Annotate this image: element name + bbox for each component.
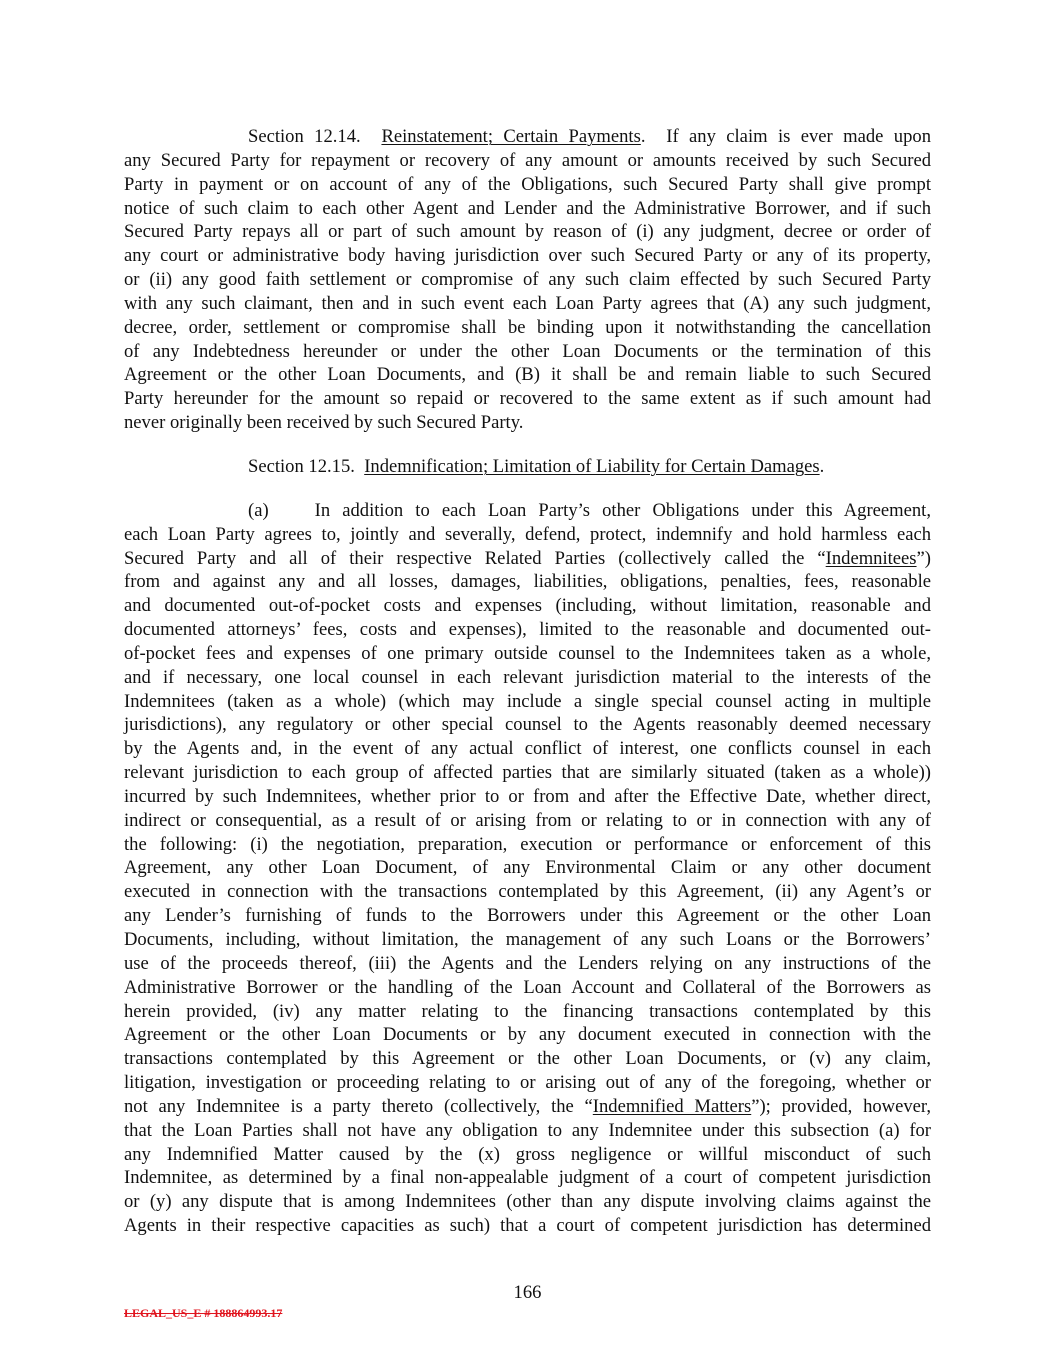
body-line: decree, order, settlement or compromise shall be binding upon it notwithstanding the cancellation: [124, 316, 931, 338]
subsection-a-text: In addition to each Loan Party’s other Obligations under this Agreement,: [314, 499, 931, 521]
body-line: use of the proceeds thereof, (iii) the Agents and the Lenders relying on any instructions of the: [124, 952, 931, 974]
section-12-15-number: Section 12.15.: [248, 455, 355, 477]
body-line: any Lender’s furnishing of funds to the Borrowers under this Agreement or the other Loan: [124, 905, 931, 927]
body-line: Indemnitee, as determined by a final non-appealable judgment of a court of competent jurisdiction: [124, 1167, 931, 1189]
section-12-14-heading: Reinstatement; Certain Payments: [381, 126, 641, 147]
body-line: with any such claimant, then and in such event each Loan Party agrees that (A) any such judgment,: [124, 292, 931, 314]
section-12-14-heading-line: Section 12.14. Reinstatement; Certain Payments. If any claim is ever made upon: [248, 126, 931, 147]
body-line: litigation, investigation or proceeding relating to or arising out of any of the foregoing, whether or: [124, 1072, 931, 1094]
body-line: Agents in their respective capacities as such) that a court of competent jurisdiction has determined: [124, 1215, 931, 1237]
body-line: Documents, including, without limitation, the management of any such Loans or the Borrowers’: [124, 929, 931, 950]
body-line: Agreement or the other Loan Documents or by any document executed in connection with the: [124, 1024, 931, 1046]
body-line: Indemnitees (taken as a whole) (which may include a single special counsel acting in multiple: [124, 690, 931, 712]
section-12-15-heading: Indemnification; Limitation of Liability for Certain Damages: [364, 455, 820, 477]
body-line: and documented out-of-pocket costs and expenses (including, without limitation, reasonable and: [124, 595, 931, 617]
subsection-a-first-line: [124, 499, 931, 523]
section-12-14-number: Section 12.14.: [248, 126, 361, 147]
page-number: 166: [513, 1282, 542, 1303]
body-line: by the Agents and, in the event of any actual conflict of interest, one conflicts counsel in each: [124, 738, 931, 760]
body-line: or (y) any dispute that is among Indemnitees (other than any dispute involving claims against the: [124, 1191, 931, 1213]
body-line: jurisdictions), any regulatory or other special counsel to the Agents reasonably deemed necessary: [124, 714, 931, 736]
body-line: any court or administrative body having jurisdiction over such Secured Party or any of its property,: [124, 245, 931, 267]
body-line: executed in connection with the transactions contemplated by this Agreement, (ii) any Agent’s or: [124, 881, 931, 903]
section-12-14-text: If any claim is ever made upon: [666, 126, 931, 147]
body-line: of any Indebtedness hereunder or under the other Loan Documents or the termination of this: [124, 340, 931, 362]
body-line: and if necessary, one local counsel in each relevant jurisdiction material to the interests of the: [124, 666, 931, 688]
body-line: any Secured Party for repayment or recovery of any amount or amounts received by such Secured: [124, 149, 931, 171]
body-line-indemnitees: Secured Party and all of their respective Related Parties (collectively called the “Indemnitees”): [124, 547, 931, 569]
body-line: incurred by such Indemnitees, whether prior to or from and after the Effective Date, whether direct,: [124, 785, 931, 807]
body-line: Party hereunder for the amount so repaid or recovered to the same extent as if such amount had: [124, 388, 931, 410]
defined-term-indemnitees: Indemnitees: [825, 547, 917, 569]
body-line: any Indemnified Matter caused by the (x) gross negligence or willful misconduct of such: [124, 1143, 931, 1165]
body-line: or (ii) any good faith settlement or compromise of any such claim effected by such Secured Party: [124, 269, 931, 291]
document-page: [124, 125, 931, 1238]
body-line: Secured Party repays all or part of such amount by reason of (i) any judgment, decree or order of: [124, 221, 931, 243]
body-line: never originally been received by such Secured Party.: [124, 412, 524, 434]
body-line: the following: (i) the negotiation, preparation, execution or performance or enforcement of this: [124, 833, 931, 855]
body-line: documented attorneys’ fees, costs and expenses), limited to the reasonable and documented out-: [124, 619, 931, 641]
body-line: each Loan Party agrees to, jointly and severally, defend, protect, indemnify and hold harmless each: [124, 523, 931, 545]
body-line: that the Loan Parties shall not have any obligation to any Indemnitee under this subsection (a) for: [124, 1119, 931, 1141]
body-line: relevant jurisdiction to each group of affected parties that are similarly situated (taken as a whole)): [124, 762, 931, 784]
body-line: transactions contemplated by this Agreement or the other Loan Documents, or (v) any claim,: [124, 1048, 931, 1070]
defined-term-indemnified-matters: Indemnified Matters: [592, 1095, 752, 1117]
body-line: Party in payment or on account of any of the Obligations, such Secured Party shall give prompt: [124, 173, 931, 195]
section-12-15-heading-line: Section 12.15. Indemnification; Limitation of Liability for Certain Damages.: [248, 455, 825, 477]
subsection-a-label: (a): [248, 499, 269, 521]
document-id: LEGAL_US_E # 188864993.17: [124, 1306, 283, 1320]
body-line: Administrative Borrower or the handling of the Loan Account and Collateral of the Borrowers as: [124, 976, 931, 998]
body-line-indemnified-matters: not any Indemnitee is a party thereto (collectively, the “Indemnified Matters”); provided, however,: [124, 1095, 931, 1117]
body-line: Agreement, any other Loan Document, of any Environmental Claim or any other document: [124, 857, 931, 879]
body-line: indirect or consequential, as a result of or arising from or relating to or in connection with any of: [124, 809, 931, 831]
body-line: Agreement or the other Loan Documents, and (B) it shall be and remain liable to such Secured: [124, 364, 931, 386]
body-line: from and against any and all losses, damages, liabilities, obligations, penalties, fees, reasonable: [124, 571, 931, 593]
body-line: herein provided, (iv) any matter relating to the financing transactions contemplated by this: [124, 1000, 931, 1022]
body-line: of-pocket fees and expenses of one primary outside counsel to the Indemnitees taken as a whole,: [124, 642, 931, 664]
body-line: notice of such claim to each other Agent and Lender and the Administrative Borrower, and if such: [124, 197, 931, 219]
